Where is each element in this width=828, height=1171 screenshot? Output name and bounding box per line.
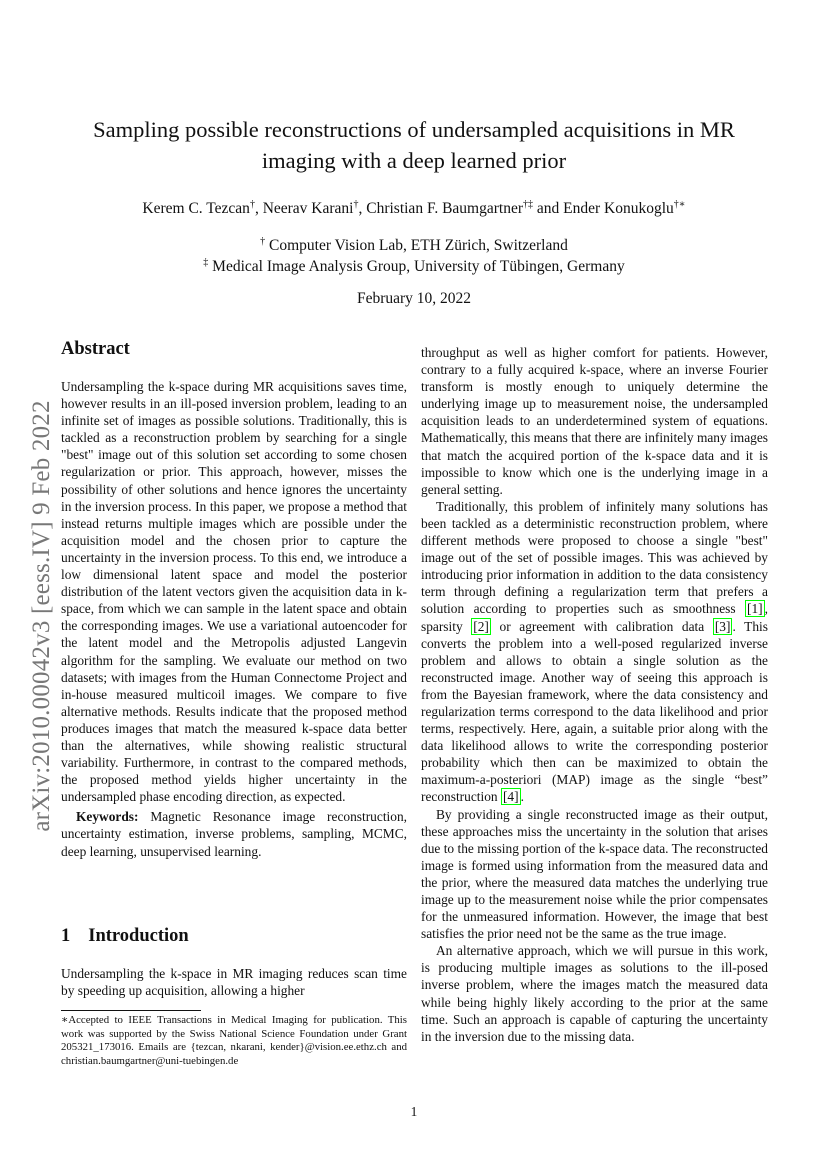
author-name: Ender Konukoglu xyxy=(563,200,674,217)
author-marks: †∗ xyxy=(673,198,686,210)
paragraph: An alternative approach, which we will pursue in this work, is producing multiple images as solutions to the ill-posed inverse problem, where the images match the measured data while being highly likely according to the prior at the same time. Such an approach is capable of capturing the uncertainty in the inversion due to the missing data. xyxy=(421,943,768,1044)
paragraph: Traditionally, this problem of infinitely many solutions has been tackled as a deterministic reconstruction problem, where different methods were proposed to choose a single "best" image out of the set of possible images. This was achieved by introducing prior information in addition to the data consistency term through defining a regularization term that prefers a solution according to properties such as smoothness [1] , sparsity [2] or agreement with calibration data [3] . This converts the problem into a well-posed regularized inverse problem and allows to obtain a single solution as the reconstructed image. Another way of seeing this approach is from the Bayesian framework, where the data consistency and regularization terms correspond to the data likelihood and prior terms, respectively. Here, again, a suitable prior along with the data likelihood allows to write the corresponding posterior probability which then can be maximized to obtain the maximum-a-posteriori (MAP) image as the single “best” reconstruction [4] . xyxy=(421,498,768,805)
author-marks: † xyxy=(249,198,255,210)
right-column xyxy=(421,344,768,1045)
keywords xyxy=(61,808,407,859)
abstract-heading: Abstract xyxy=(61,339,130,359)
paragraph: By providing a single reconstructed image as their output, these approaches miss the uncertainty in the solution that arises due to the missing portion of the k-space data. The reconstructed image is formed using information from the measured data and the prior, where the measured data matches the underlying true image up to the measurement noise while the prior compensates for the unmeasured information. However, the image that best satisfies the prior need not be the same as the true image. xyxy=(421,806,768,942)
author-list: Kerem C. Tezcan†, Neerav Karani†, Christian F. Baumgartner†‡ and Ender Konukoglu†∗ xyxy=(142,198,686,217)
author-marks: †‡ xyxy=(522,198,533,210)
intro-paragraph: Undersampling the k-space in MR imaging reduces scan time by speeding up acquisition, allowing a higher xyxy=(61,966,407,999)
author-marks: † xyxy=(353,198,359,210)
footnote-rule xyxy=(61,1010,201,1011)
arxiv-stamp xyxy=(18,372,66,860)
footnote: ∗Accepted to IEEE Transactions in Medical Imaging for publication. This work was supported by the Swiss National Science Foundation under Grant 205321_173016. Emails are {tezcan, nkarani, kender}@vision.ee.ethz.ch and christian.baumgartner@uni-tuebingen.de xyxy=(61,1014,407,1067)
citation-link[interactable]: [1] xyxy=(747,601,763,617)
abstract-text: Undersampling the k-space during MR acquisitions saves time, however results in an ill-posed inversion problem, leading to an infinite set of images as possible solutions. Traditionally, this is tackled as a reconstruction problem by searching for a single "best" image out of this solution set according to some chosen regularization or prior. This approach, however, misses the possibility of other solutions and hence ignores the uncertainty in the inversion process. In this paper, we propose a method that instead returns multiple images which are possible under the acquisition model and the chosen prior to capture the uncertainty in the inversion process. To this end, we introduce a low dimensional latent space and model the posterior distribution of the latent vectors given the acquisition data in k-space, from which we can sample in the latent space and obtain the corresponding images. We use a variational autoencoder for the latent model and the Metropolis adjusted Langevin algorithm for the sampling. We evaluate our method on two datasets; with images from the Human Connectome Project and in-house measured multicoil images. We compare to five alternative methods. Results indicate that the proposed method produces images that match the measured k-space data better than the alternatives, while showing realistic structural variability. Furthermore, in contrast to the compared methods, the proposed method yields higher uncertainty in the undersampled phase encoding direction, as expected. xyxy=(61,379,407,805)
paragraph: throughput as well as higher comfort for patients. However, contrary to a fully acquired k-space, where an inverse Fourier transform is mostly enough to uniquely determine the underlying image up to measurement noise, the undersampled acquisition leads to an underdetermined system of equations. Mathematically, this means that there are infinitely many images that match the acquired portion of the k-space data and it is impossible to know which one is the underlying image in a general setting. xyxy=(421,345,768,497)
section-heading xyxy=(61,926,189,947)
citation-link[interactable]: [2] xyxy=(473,618,489,634)
intro-left-text xyxy=(61,965,407,999)
affiliation xyxy=(60,237,768,255)
abstract-body xyxy=(61,378,407,860)
affiliation-mark: † xyxy=(260,235,266,247)
affiliation-text: Computer Vision Lab, ETH Zürich, Switzerland xyxy=(269,237,568,254)
paper-date: February 10, 2022 xyxy=(356,290,472,307)
keywords-label: Keywords: xyxy=(76,809,139,825)
affiliation xyxy=(60,258,768,276)
author-name: Neerav Karani xyxy=(262,200,354,217)
affiliation-mark: ‡ xyxy=(203,256,209,268)
citation-link[interactable]: [4] xyxy=(502,789,519,805)
author-name: Christian F. Baumgartner xyxy=(366,200,523,217)
keywords-text: Magnetic Resonance image reconstruction, uncertainty estimation, inverse problems, sampling, MCMC, deep learning, unsupervised learning. xyxy=(61,809,407,859)
arxiv-stamp-text: arXiv:2010.00042v3 [eess.IV] 9 Feb 2022 xyxy=(28,400,55,832)
page-number: 1 xyxy=(410,1104,418,1119)
citation-link[interactable]: [3] xyxy=(714,618,731,634)
section-title: Introduction xyxy=(88,926,189,946)
author-name: Kerem C. Tezcan xyxy=(142,200,250,217)
section-number: 1 xyxy=(61,926,71,946)
affiliation-text: Medical Image Analysis Group, University of Tübingen, Germany xyxy=(212,258,625,275)
paper-title: Sampling possible reconstructions of undersampled acquisitions in MR imaging with a deep learned prior xyxy=(93,117,735,173)
